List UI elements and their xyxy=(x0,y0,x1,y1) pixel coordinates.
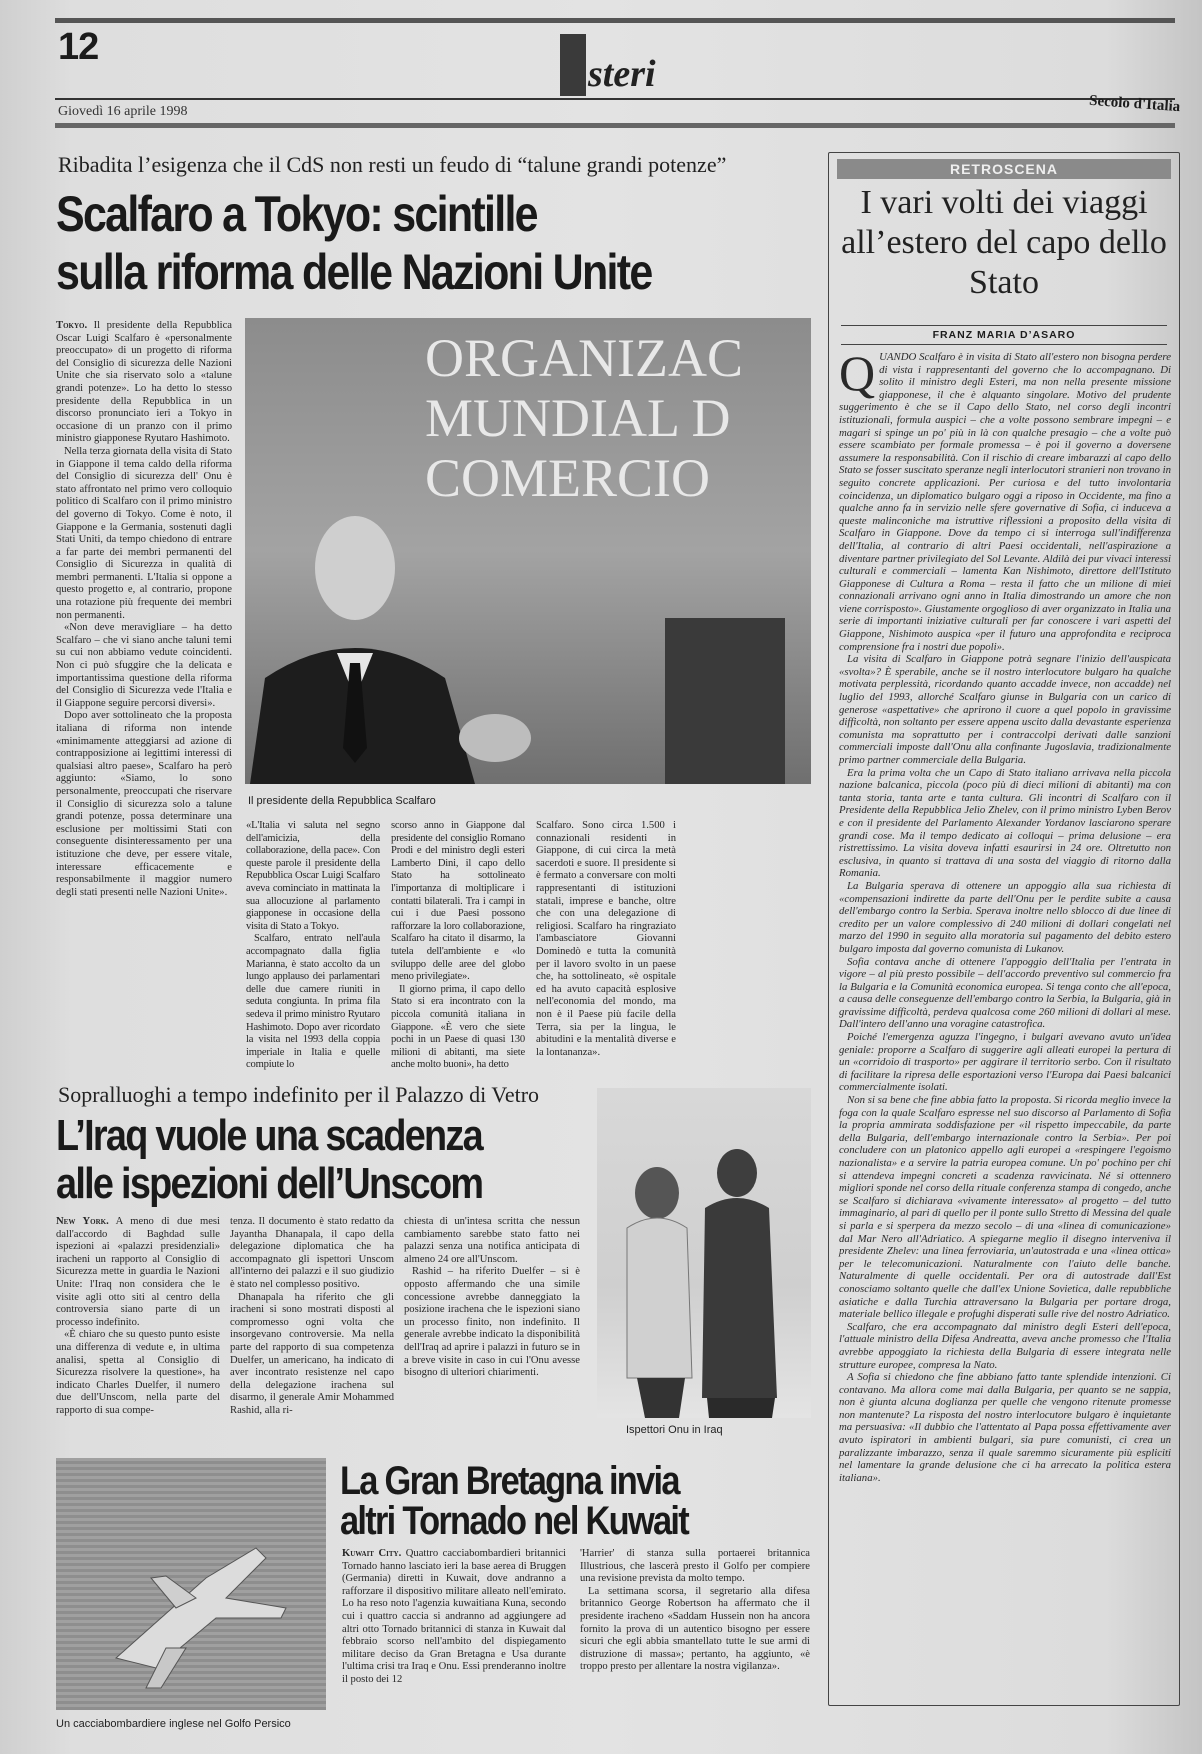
article2-column-3 xyxy=(404,1216,580,1380)
article1-photo-caption: Il presidente della Repubblica Scalfaro xyxy=(248,795,436,807)
paragraph: Il presidente della Repubblica Oscar Luigi Scalfaro è «personalmente preoccupato» di un progetto di riforma del Consiglio di sicurezza delle Nazioni Unite che sia riservato solo a «talune grandi potenze». Lo ha detto lo stesso presidente della Repubblica in un discorso pronunciato ieri a Tokyo in occasione di un pranzo con il primo ministro giapponese Ryutaro Hashimoto. xyxy=(56,320,232,445)
jet-photo xyxy=(56,1458,326,1710)
article1-headline-line2: sulla riforma delle Nazioni Unite xyxy=(56,244,652,300)
paragraph: Sofia contava anche di ottenere l'appoggio dell'Italia per l'entrata in vigore – al più presto possibile – dell'accordo preventivo sul commercio fra la Bulgaria e la Comunità economica europea. Si tenga conto che all'epoca, a causa delle conseguenze dell'embargo contro la Serbia, la Bulgaria, già in gravissime difficoltà, perdeva qualcosa come 260 milioni di dollari al mese. Dall'intero dell'anno una voragine catastrofica. xyxy=(839,955,1171,1031)
masthead: Secolo d'Italia xyxy=(1088,92,1181,116)
paragraph: Quattro cacciabombardieri britannici Tornado hanno lasciato ieri la base aerea di Bruggen (Germania) diretti in Kuwait, dove andranno a rafforzare il dispositivo militare alleato nell'emirato. Lo ha reso noto l'agenzia kuwaitiana Kuna, secondo cui i quattro caccia si andranno ad aggiungere ad altri otto Tornado britannici di stanza in Kuwait dal febbraio scorso nell'ambito del dispiegamento militare deciso da Gran Bretagna e Usa durante l'ultima crisi tra Iraq e Onu. Essi prenderanno inoltre il posto dei 12 xyxy=(342,1548,566,1685)
retroscena-tag: RETROSCENA xyxy=(837,159,1171,179)
paragraph: La settimana scorsa, il segretario alla difesa britannico George Robertson ha affermato che il presidente iracheno «Saddam Hussein non ha ancora fornito la prova di un autentico bisogno per essere sicuri che egli abbia smantellato tutte le sue armi di distruzione di massa»; pertanto, ha aggiunto, «è troppo presto per allentare la nostra vigilanza». xyxy=(580,1585,810,1673)
drop-cap: Q xyxy=(839,345,876,401)
paragraph: Rashid – ha riferito Duelfer – si è opposto affermando che una simile concessione avrebbe danneggiato la posizione irachena che le ispezioni siano un processo finito, non indefinito. Il generale avrebbe indicato la disponibilità dell'Iraq ad aprire i palazzi in futuro se in a breve visite in caso in cui l'Onu avesse bisogno di ulteriori chiarimenti. xyxy=(404,1266,580,1379)
article1-column-3 xyxy=(391,820,525,1072)
article3-headline-line2: altri Tornado nel Kuwait xyxy=(340,1499,688,1543)
retroscena-box xyxy=(828,152,1180,1706)
paragraph: Nella terza giornata della visita di Stato in Giappone il tema caldo della riforma del Consiglio di sicurezza dell' Onu è stato affrontato nel primo vero colloquio politico di Scalfaro con il primo ministro del governo di Tokyo. Come è noto, il Giappone e la Germania, sostenuti dagli Stati Uniti, da tempo chiedono di entrare a far parte dei membri permanenti del Consiglio di Sicurezza in qualità di membri permanenti. L'Italia si oppone a questo progetto e, al contrario, propone una rotazione più frequente dei membri non permanenti. xyxy=(56,445,232,621)
paragraph: Non si sa bene che fine abbia fatto la proposta. Si ricorda meglio invece la foga con la quale Scalfaro espresse nel suo discorso al Parlamento di Sofia la propria ammirata soddisfazione per «il rispetto impeccabile, da parte della Bulgaria, dell'embargo internazionale contro la Serbia». Per poi concludere con un platonico appello agli europei a «respingere l'egoismo nazionalista» e a servire la patria europea comune. Un po' pochino per chi si attendeva impegni concreti a scadenza ravvicinata. Né si ottennero migliori sponde nel corso della rituale conferenza stampa di congedo, anche se Scalfaro si dichiarava «vivamente interessato» al progetto – del tutto immaginario, al pari di quello per il ponte sullo Stretto di Messina del quale si parla e si sperpera da mezzo secolo – di una «linea di comunicazione» dal Mar Nero all'Adriatico. A spiegarne meglio il disegno interveniva il presidente Zhelev: una linea ferroviaria, un'autostrada e una «linea ottica» per le telecomunicazioni. Naturalmente con l'aiuto delle banche. Naturalmente di quelle occidentali. Per ora di autostrade dall'Est conosciamo soltanto quelle che dall'ex Unione Sovietica, dalle repubbliche asiatiche e dalla Turchia attraversano la Bulgaria per portare droga, materiale bellico illegale e profughi disperati sulle rive del nostro Adriatico. xyxy=(839,1094,1171,1321)
article2-headline-line2: alle ispezioni dell’Unscom xyxy=(56,1159,483,1208)
inspectors-figures xyxy=(597,1088,811,1418)
paragraph: Dhanapala ha riferito che gli iracheni si sono mostrati disposti al compromesso ogni volta che insorgevano controversie. Ma nella parte del rapporto di sua competenza Duelfer, un americano, ha indicato di aver incontrato resistenze nel capo della delegazione irachena sul disarmo, il generale Amir Mohammed Rashid, alla ri- xyxy=(230,1291,394,1416)
article1-column-4 xyxy=(536,820,676,1059)
issue-date: Giovedì 16 aprile 1998 xyxy=(58,104,188,119)
paragraph: UANDO Scalfaro è in visita di Stato all'estero non bisogna perdere di vista i rappresentanti del governo che lo accompagnano. Di solito il ministro degli Esteri, ma non nella presente missione giapponese, il che è alquanto singolare. Motivo del prudente suggerimento è che se il Capo dello Stato, nel corso degli incontri istituzionali, formula auspici – che a volte possono sembrare impegni – e magari si spinge un po' più in là con qualche presagio – che a volte può essere scambiato per formale promessa – è poi il governo a doversene assumere la responsabilità. Con il rischio di creare imbarazzi al capo dello Stato se fosser suscitato speranze negli interlocutori stranieri non trovano in seguito concrete applicazioni. Per curiosa e del tutto involontaria coincidenza, un diplomatico bulgaro oggi a riposo in Occidente, ma fino a qualche anno fa in servizio nelle sfere governative di Sofia, ci induceva a queste malinconiche ma istruttive riflessioni a proposito della visita di Scalfaro in Giappone. Dove da tempo ci si interroga sull'indifferenza dell'Italia, al contrario di altri Paesi occidentali, nell'aspirazione a diventare partner privilegiato del Sol Levante. Aldilà dei pur vivaci interessi culturali e commerciali – lamenta Kan Nishimoto, direttore dell'Istituto Giapponese di Cultura a Roma – resta il fatto che un milione di miei connazionali arrivano ogni anno in Italia dimostrando un amore che non viene corrisposto». Giustamente orgoglioso di aver organizzato in Italia una serie di importanti iniziative culturali per far conoscere i vari aspetti del Giappone, Nishimoto auspica «per il futuro una approfondita e reciproca comprensione fra i nostri due popoli». xyxy=(839,351,1171,653)
article2-column-2 xyxy=(230,1216,394,1418)
retroscena-title: I vari volti dei viaggi all’estero del capo dello Stato xyxy=(841,184,1167,301)
paragraph: Scalfaro, che era accompagnato dal ministro degli Esteri dell'epoca, l'attuale ministro della Difesa Andreatta, aveva anche promesso che l'Italia avrebbe appoggiato la richiesta della Bulgaria di essere integrata nelle strutture europee, compresa la Nato. xyxy=(839,1320,1171,1371)
photo-sign xyxy=(425,328,743,508)
paragraph: tenza. Il documento è stato redatto da Jayantha Dhanapala, il capo della delegazione diplomatica che ha accompagnato gli ispettori Unscom all'interno dei palazzi e il suo giudizio è stato nel complesso positivo. xyxy=(230,1216,394,1290)
article3-headline-line1: La Gran Bretagna invia xyxy=(340,1459,679,1503)
article2-photo-caption: Ispettori Onu in Iraq xyxy=(626,1424,723,1436)
article2-kicker: Sopralluoghi a tempo indefinito per il Palazzo di Vetro xyxy=(58,1082,540,1107)
section-initial-block xyxy=(560,34,586,96)
article1-kicker: Ribadita l’esigenza che il CdS non resti un feudo di “talune grandi potenze” xyxy=(58,152,727,177)
paragraph: 'Harrier' di stanza sulla portaerei britannica Illustrious, che lascerà presto il Golfo per compiere una revisione prevista da molto tempo. xyxy=(580,1548,810,1585)
paragraph: scorso anno in Giappone dal presidente del consiglio Romano Prodi e del ministro degli esteri Lamberto Dini, il capo dello Stato ha sottolineato l'importanza di moltiplicare i contatti bilaterali. Tra i campi in cui i due Paesi possono rafforzare la loro collaborazione, Scalfaro ha citato il disarmo, la tutela dell'ambiente e «lo sviluppo delle aree del globo meno privilegiate». xyxy=(391,820,525,983)
retroscena-byline: FRANZ MARIA D’ASARO xyxy=(841,325,1167,345)
article1-headline-line1: Scalfaro a Tokyo: scintille xyxy=(56,186,537,242)
retroscena-body xyxy=(839,345,1171,1484)
top-rule xyxy=(55,18,1175,23)
sign-line: MUNDIAL D xyxy=(425,388,731,448)
article2-column-1 xyxy=(56,1216,220,1418)
article2-dateline: New York. xyxy=(56,1216,109,1227)
paragraph: La Bulgaria sperava di ottenere un appoggio alla sua richiesta di «compensazioni indirette da parte dell'Onu per le perdite subite a causa dell'embargo contro la Serbia. Sperava inoltre nello sblocco di due linee di credito per un valore complessivo di 240 milioni di dollari congelati nel marzo del 1990 in seguito alla moratoria sul pagamento del debito estero bulgaro imposta dal governo comunista di Lukanov. xyxy=(839,879,1171,955)
paragraph: La visita di Scalfaro in Giappone potrà segnare l'inizio dell'auspicata «svolta»? È sperabile, anche se il nostro interlocutore bulgaro ha qualche motivata perplessità, ricordando quanto accadde invece, non accadde) nel luglio del 1993, allorché Scalfaro giunse in Bulgaria con un carico di generose «aspettative» che aprirono il cuore a quel popolo in gravissime difficoltà, non soltanto per essere appena uscito dalla devastante esperienza comunista ma soprattutto per i contraccolpi derivati dalle sanzioni commerciali imposte dall'Onu alla confinante Jugoslavia, tradizionalmente primo partner commerciale della Bulgaria. xyxy=(839,653,1171,766)
header-rule-bottom xyxy=(55,123,1175,128)
article3-column-2 xyxy=(580,1548,810,1674)
article1-column-2 xyxy=(246,820,380,1072)
paragraph: Dopo aver sottolineato che la proposta italiana di riforma non intende «minimamente atteggiarsi ad azione di contrapposizione ai legittimi interessi di qualsiasi altro paese», Scalfaro ha però aggiunto: «Siamo, lo sono personalmente, preoccupati che riservare il Consiglio di sicurezza solo a talune grandi potenze, possa determinare una esclusione per moltissimi Stati con conseguente disinteressamento per una istituzione che deve, per essere vitale, interessare efficacemente e responsabilmente il maggior numero degli stati presenti nelle Nazioni Unite». xyxy=(56,710,232,898)
sign-line: ORGANIZAC xyxy=(425,328,743,388)
sign-line: COMERCIO xyxy=(425,448,711,508)
paragraph: «È chiaro che su questo punto esiste una differenza di vedute e, in ultima analisi, spetta al Consiglio di Sicurezza risolvere la questione», ha indicato Charles Duelfer, il numero due dell'Unscom, nella parte del rapporto di sua compe- xyxy=(56,1329,220,1416)
paragraph: A Sofia si chiedono che fine abbiano fatto tante splendide intenzioni. Ci contavano. Ma allora come mai dalla Bulgaria, per quanto se ne sappia, non è giunta alcuna doglianza per quelle che vengono ritenute promesse non mantenute? La risposta del nostro interlocutore bulgaro è inquietante ma persuasiva: «Il dubbio che l'attentato al Papa possa effettivamente aver avuto ispiratori in ambienti bulgari, sia pure comunisti, ci crea un paralizzante imbarazzo, senza il quale saremmo sicuramente più espliciti nel lamentare la grande delusione che ci ha arrecato la politica estera italiana». xyxy=(839,1371,1171,1484)
header-rule xyxy=(55,98,1175,100)
paragraph: Era la prima volta che un Capo di Stato italiano arrivava nella piccola nazione balcanica, piccola (poco più di dieci milioni di abitanti) ma con tanta storia, tanta arte e tanta cultura. Gli incontri di Scalfaro con il Presidente della Repubblica Jelio Zhelev, con il primo ministro Lyben Berov e con il presidente del Parlamento Alexander Yordanov lasciarono sperare grandi cose. Ma il tempo dedicato ai colloqui – prima delusione – era ristrettissimo. La visita doveva infatti esaurirsi in 24 ore. Oltretutto non esclusiva, in quanto si trattava di una sosta del viaggio di ritorno dalla Romania. xyxy=(839,766,1171,880)
paragraph: A meno di due mesi dall'accordo di Baghdad sulle ispezioni ai «palazzi presidenziali» iracheni un rapporto al Consiglio di Sicurezza mette in guardia le Nazioni Unite: l'Iraq non considera che le visite agli otto siti al centro della controversia siano parte di un processo indefinito. xyxy=(56,1216,220,1328)
paragraph: «Non deve meravigliare – ha detto Scalfaro – che vi siano anche taluni temi su cui non abbiamo vedute coincidenti. Non ci può sfuggire che la delicata e importantissima questione della riforma del Consiglio di Sicurezza vede l'Italia e il Giappone seguire percorsi diversi». xyxy=(56,622,232,709)
paragraph: Scalfaro. Sono circa 1.500 i connazionali residenti in Giappone, di cui circa la metà sacerdoti e suore. Il presidente si è fermato a conversare con molti rappresentanti di istituzioni statali, imprese e banche, oltre che con una delegazione di religiosi. Scalfaro ha ringraziato l'ambasciatore Giovanni Dominedò e tutta la comunità per il lavoro svolto in un paese che, ha sottolineato, «è ospitale ed ha avuto capacità esplosive nell'economia del mondo, ma non è il Paese più facile della Terra, sia per la lingua, le abitudini e la mentalità diverse e la lontananza». xyxy=(536,820,676,1058)
section-title xyxy=(560,26,656,96)
paragraph: «L'Italia vi saluta nel segno dell'amicizia, della collaborazione, della pace». Con queste parole il presidente della Repubblica Oscar Luigi Scalfaro aveva cominciato in mattinata la sua allocuzione al parlamento giapponese in occasione della visita di Stato a Tokyo. xyxy=(246,820,380,932)
inspectors-photo xyxy=(597,1088,811,1418)
paragraph: Poiché l'emergenza aguzza l'ingegno, i bulgari avevano avuto un'idea geniale: proporre a Scalfaro di suggerire agli alleati europei la pertura di un «corridoio di trasporto» per aggirare il territorio serbo. Con il risultato di facilitare la ripresa delle esportazioni verso l'Europa dai Paesi balcanici commercialmente isolati. xyxy=(839,1031,1171,1094)
page-number: 12 xyxy=(58,26,99,68)
article1-column-1 xyxy=(56,320,232,899)
article3-column-1 xyxy=(342,1548,566,1687)
article1-dateline: Tokyo. xyxy=(56,320,88,331)
paragraph: Il giorno prima, il capo dello Stato si era incontrato con la piccola comunità italiana in Giappone. «È vero che siete pochi in un Paese di quasi 130 milioni di abitanti, ma siete anche molto buoni», ha detto xyxy=(391,983,525,1071)
paragraph: Scalfaro, entrato nell'aula accompagnato dalla figlia Marianna, è stato accolto da un lungo applauso dei parlamentari delle due camere riuniti in seduta congiunta. In prima fila sedeva il primo ministro Ryutaro Hashimoto. Dopo aver ricordato la visita nel 1993 della coppia imperiale in Italia e quelle compiute lo xyxy=(246,933,380,1071)
paragraph: chiesta di un'intesa scritta che nessun cambiamento sarebbe stato fatto nei palazzi senza una notifica anticipata di almeno 24 ore all'Unscom. xyxy=(404,1216,580,1265)
section-name: steri xyxy=(588,53,656,95)
article3-dateline: Kuwait City. xyxy=(342,1548,402,1559)
article3-photo-caption: Un cacciabombardiere inglese nel Golfo Persico xyxy=(56,1718,291,1730)
fighter-jet xyxy=(56,1458,326,1710)
scalfaro-photo xyxy=(245,318,811,784)
article2-headline-line1: L’Iraq vuole una scadenza xyxy=(56,1111,482,1160)
